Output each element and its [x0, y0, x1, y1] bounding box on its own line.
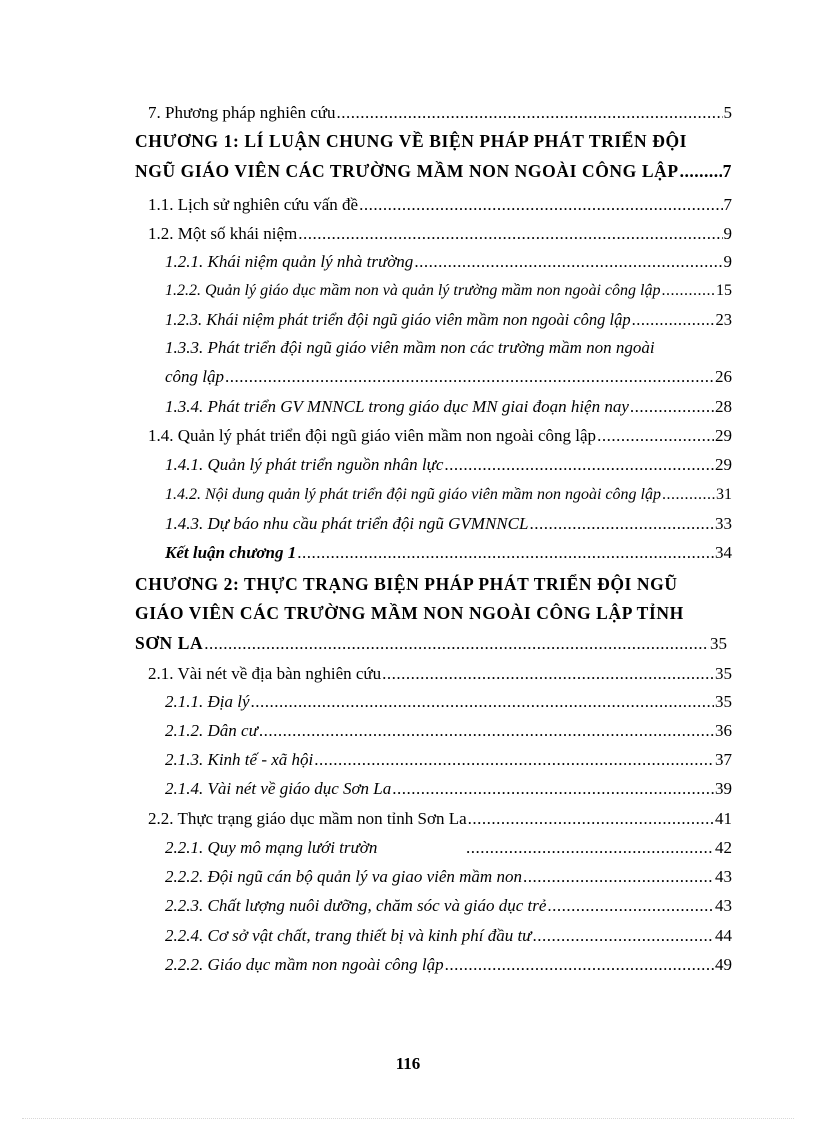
- toc-entry-label: 2.1.2. Dân cư: [165, 721, 258, 740]
- toc-chapter-entry[interactable]: [135, 160, 732, 184]
- toc-entry-label: Kết luận chương 1: [165, 543, 297, 562]
- toc-entry-page: 36: [715, 721, 732, 740]
- chapter-2-heading-line[interactable]: CHƯƠNG 2: THỰC TRẠNG BIỆN PHÁP PHÁT TRIỂN ĐỘI NGŨ: [135, 574, 678, 594]
- page-bottom-divider: [22, 1118, 794, 1119]
- toc-entry-label: công lập: [165, 367, 225, 386]
- toc-entry[interactable]: [165, 866, 732, 890]
- leader-dots: [314, 749, 714, 771]
- toc-entry[interactable]: [165, 837, 732, 861]
- toc-entry[interactable]: [165, 280, 732, 304]
- leader-dots: [632, 309, 715, 331]
- leader-dots: [359, 194, 722, 216]
- toc-entry-page: 37: [715, 750, 732, 769]
- toc-entry-label: 1.2. Một số khái niệm: [148, 224, 298, 243]
- toc-entry-label: 1.4. Quản lý phát triển đội ngũ giáo viên mầm non ngoài công lập: [148, 426, 597, 445]
- toc-entry[interactable]: [165, 251, 732, 275]
- leader-dots: [662, 484, 715, 506]
- toc-entry-label: 1.4.1. Quản lý phát triển nguồn nhân lực: [165, 455, 444, 474]
- toc-entry-page: 5: [723, 103, 732, 122]
- leader-dots: [336, 102, 722, 124]
- toc-entry-label: 1.2.3. Khái niệm phát triển đội ngũ giáo viên mầm non ngoài công lập: [165, 310, 631, 329]
- leader-dots: [597, 425, 714, 447]
- toc-entry-page: 43: [715, 896, 732, 915]
- toc-entry-label: 2.2.2. Giáo dục mầm non ngoài công lập: [165, 955, 444, 974]
- toc-entry[interactable]: [165, 895, 732, 919]
- leader-dots: [251, 691, 714, 713]
- toc-entry[interactable]: [165, 396, 732, 420]
- leader-dots: [445, 954, 714, 976]
- toc-entry-label: 2.2.4. Cơ sở vật chất, trang thiết bị và kinh phí đầu tư: [165, 926, 532, 945]
- toc-entry-label: 2.2.2. Đội ngũ cán bộ quản lý va giao viên mầm non: [165, 867, 522, 886]
- toc-entry-page: 7: [723, 195, 732, 214]
- toc-entry[interactable]: [165, 484, 732, 508]
- leader-dots: [529, 513, 714, 535]
- toc-entry-page: 49: [715, 955, 732, 974]
- toc-entry[interactable]: [165, 309, 732, 333]
- toc-entry[interactable]: [165, 954, 732, 978]
- toc-entry-page: 39: [715, 779, 732, 798]
- toc-entry-page: 44: [715, 926, 732, 945]
- toc-entry-page: 42: [715, 838, 732, 857]
- leader-dots: [468, 808, 714, 830]
- toc-entry[interactable]: [148, 425, 732, 449]
- toc-entry[interactable]: [148, 102, 732, 126]
- toc-entry-line: [165, 337, 655, 361]
- toc-entry[interactable]: [165, 720, 732, 744]
- leader-dots: [298, 223, 722, 245]
- toc-entry-label: 2.2.1. Quy mô mạng lưới trườn: [165, 838, 378, 857]
- leader-dots: [547, 895, 714, 917]
- leader-dots: [523, 866, 714, 888]
- toc-entry-page: 28: [715, 397, 732, 416]
- toc-entry-label: 2.2.3. Chất lượng nuôi dưỡng, chăm sóc và giáo dục trẻ: [165, 896, 547, 915]
- toc-entry[interactable]: [165, 778, 732, 802]
- toc-entry-page: 15: [716, 282, 732, 299]
- toc-entry[interactable]: [165, 513, 732, 537]
- toc-entry-page: 35: [710, 634, 727, 653]
- toc-entry-label: 1.3.3. Phát triển đội ngũ giáo viên mầm non các trường mầm non ngoài: [165, 338, 655, 357]
- toc-entry-label: NGŨ GIÁO VIÊN CÁC TRƯỜNG MẦM NON NGOÀI CÔNG LẬP: [135, 161, 679, 181]
- leader-dots: [680, 160, 722, 182]
- toc-entry-page: 35: [715, 664, 732, 683]
- toc-chapter-entry[interactable]: [135, 632, 727, 656]
- toc-entry-page: 26: [715, 367, 732, 386]
- toc-entry[interactable]: [148, 223, 732, 247]
- leader-dots: [297, 542, 714, 564]
- toc-entry[interactable]: [148, 194, 732, 218]
- toc-entry-page: 35: [715, 692, 732, 711]
- toc-entry[interactable]: [148, 663, 732, 687]
- leader-dots: [444, 454, 714, 476]
- leader-dots: [259, 720, 714, 742]
- toc-entry-label: 2.1.1. Địa lý: [165, 692, 250, 711]
- chapter-1-heading-line[interactable]: CHƯƠNG 1: LÍ LUẬN CHUNG VỀ BIỆN PHÁP PHÁT TRIỂN ĐỘI: [135, 131, 688, 151]
- leader-dots: [204, 633, 709, 655]
- toc-entry[interactable]: [165, 366, 732, 390]
- leader-dots: [532, 925, 714, 947]
- leader-dots: [382, 663, 714, 685]
- toc-entry-page: 23: [715, 310, 732, 329]
- toc-entry-page: 9: [723, 224, 732, 243]
- toc-entry-label: 1.4.2. Nội dung quản lý phát triển đội ngũ giáo viên mầm non ngoài công lập: [165, 486, 661, 503]
- toc-entry[interactable]: [165, 925, 732, 949]
- toc-entry[interactable]: [165, 542, 732, 566]
- toc-entry-page: 41: [715, 809, 732, 828]
- toc-entry[interactable]: [165, 749, 732, 773]
- leader-dots: [225, 366, 714, 388]
- toc-entry-page: 43: [715, 867, 732, 886]
- leader-dots: [466, 837, 714, 859]
- toc-entry-page: 29: [715, 426, 732, 445]
- toc-entry-page: 33: [715, 514, 732, 533]
- toc-entry[interactable]: [165, 691, 732, 715]
- toc-entry-label: 2.1.4. Vài nét về giáo dục Sơn La: [165, 779, 392, 798]
- toc-entry-label: 1.2.2. Quản lý giáo dục mầm non và quản lý trường mầm non ngoài công lập: [165, 282, 661, 299]
- leader-dots: [414, 251, 722, 273]
- leader-dots: [661, 280, 715, 302]
- leader-dots: [392, 778, 714, 800]
- toc-entry[interactable]: [148, 808, 732, 832]
- toc-entry-label: SƠN LA: [135, 633, 204, 653]
- toc-entry-label: 7. Phương pháp nghiên cứu: [148, 103, 336, 122]
- toc-entry-page: 9: [723, 252, 732, 271]
- toc-entry-label: 1.4.3. Dự báo nhu cầu phát triển đội ngũ GVMNNCL: [165, 514, 529, 533]
- toc-entry-page: 31: [716, 486, 732, 503]
- toc-entry-label: 2.2. Thực trạng giáo dục mầm non tỉnh Sơn La: [148, 809, 467, 828]
- toc-entry-label: 2.1.3. Kinh tế - xã hội: [165, 750, 314, 769]
- toc-entry-label: 1.1. Lịch sử nghiên cứu vấn đề: [148, 195, 359, 214]
- chapter-2-heading-line[interactable]: GIÁO VIÊN CÁC TRƯỜNG MẦM NON NGOÀI CÔNG LẬP TỈNH: [135, 603, 684, 623]
- toc-entry-page: 29: [715, 455, 732, 474]
- toc-entry[interactable]: [165, 454, 732, 478]
- toc-entry-label: 1.2.1. Khái niệm quản lý nhà trường: [165, 252, 414, 271]
- leader-dots: [630, 396, 714, 418]
- toc-entry-label: 1.3.4. Phát triển GV MNNCL trong giáo dục MN giai đoạn hiện nay: [165, 397, 629, 416]
- toc-entry-page: 34: [715, 543, 732, 562]
- page-number: 116: [395, 1054, 421, 1073]
- toc-entry-label: 2.1. Vài nét về địa bàn nghiên cứu: [148, 664, 382, 683]
- toc-entry-page: 7: [722, 161, 732, 181]
